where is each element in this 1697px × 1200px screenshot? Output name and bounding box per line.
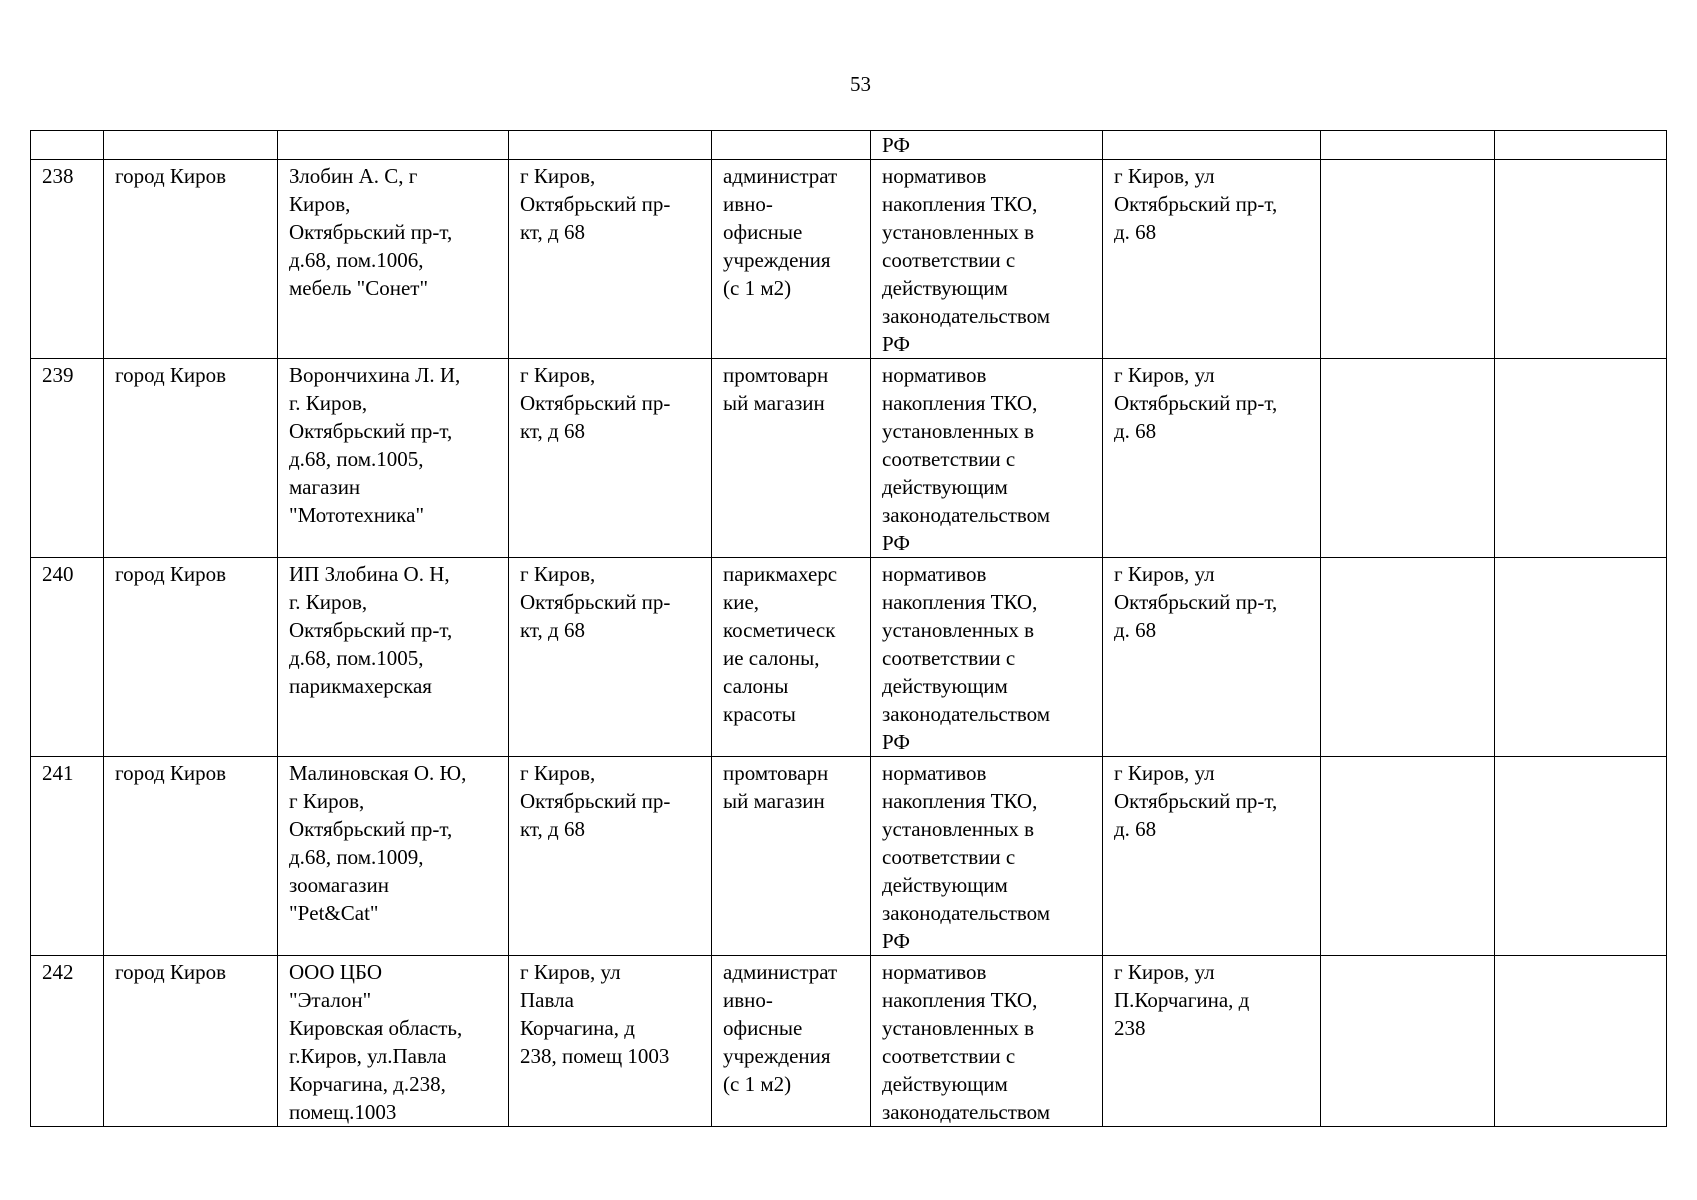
cell-waste-norms: РФ xyxy=(871,131,1103,160)
cell-number xyxy=(31,131,104,160)
cell-municipality: город Киров xyxy=(104,757,278,956)
table-row xyxy=(31,558,1667,757)
cell-collection-site: г Киров, ул Октябрьский пр-т, д. 68 xyxy=(1103,558,1321,757)
cell-municipality: город Киров xyxy=(104,160,278,359)
cell-collection-site: г Киров, ул П.Корчагина, д 238 xyxy=(1103,956,1321,1127)
cell-source-address xyxy=(509,131,712,160)
cell-empty-2 xyxy=(1495,131,1667,160)
table-row xyxy=(31,757,1667,956)
cell-collection-site xyxy=(1103,131,1321,160)
cell-source-address: г Киров, ул Павла Корчагина, д 238, помещ 1003 xyxy=(509,956,712,1127)
table-row xyxy=(31,160,1667,359)
cell-source-address: г Киров, Октябрьский пр- кт, д 68 xyxy=(509,757,712,956)
cell-source-owner: ИП Злобина О. Н, г. Киров, Октябрьский пр-т, д.68, пом.1005, парикмахерская xyxy=(278,558,509,757)
cell-empty-2 xyxy=(1495,359,1667,558)
cell-source-owner: Малиновская О. Ю, г Киров, Октябрьский пр-т, д.68, пом.1009, зоомагазин "Pet&Cat" xyxy=(278,757,509,956)
table-row xyxy=(31,359,1667,558)
cell-waste-norms: нормативов накопления ТКО, установленных в соответствии с действующим законодательством РФ xyxy=(871,359,1103,558)
cell-source-address: г Киров, Октябрьский пр- кт, д 68 xyxy=(509,160,712,359)
cell-empty-1 xyxy=(1321,558,1495,757)
cell-empty-1 xyxy=(1321,131,1495,160)
cell-empty-2 xyxy=(1495,956,1667,1127)
cell-object-category: администрат ивно- офисные учреждения (с 1 м2) xyxy=(712,956,871,1127)
cell-object-category xyxy=(712,131,871,160)
cell-waste-norms: нормативов накопления ТКО, установленных в соответствии с действующим законодательством РФ xyxy=(871,558,1103,757)
cell-object-category: промтоварн ый магазин xyxy=(712,757,871,956)
cell-empty-1 xyxy=(1321,956,1495,1127)
cell-source-owner xyxy=(278,131,509,160)
cell-empty-2 xyxy=(1495,160,1667,359)
page-number: 53 xyxy=(850,72,871,96)
cell-empty-1 xyxy=(1321,359,1495,558)
cell-source-owner: Злобин А. С, г Киров, Октябрьский пр-т, д.68, пом.1006, мебель "Сонет" xyxy=(278,160,509,359)
cell-empty-1 xyxy=(1321,160,1495,359)
cell-waste-norms: нормативов накопления ТКО, установленных в соответствии с действующим законодательством xyxy=(871,956,1103,1127)
cell-collection-site: г Киров, ул Октябрьский пр-т, д. 68 xyxy=(1103,757,1321,956)
cell-source-owner: Ворончихина Л. И, г. Киров, Октябрьский пр-т, д.68, пом.1005, магазин "Мототехника" xyxy=(278,359,509,558)
cell-municipality: город Киров xyxy=(104,558,278,757)
registry-table xyxy=(30,130,1667,1127)
cell-number: 238 xyxy=(31,160,104,359)
cell-number: 240 xyxy=(31,558,104,757)
registry-table-body xyxy=(31,131,1667,1127)
table-row-continuation xyxy=(31,131,1667,160)
cell-object-category: промтоварн ый магазин xyxy=(712,359,871,558)
cell-number: 242 xyxy=(31,956,104,1127)
cell-object-category: администрат ивно- офисные учреждения (с 1 м2) xyxy=(712,160,871,359)
cell-collection-site: г Киров, ул Октябрьский пр-т, д. 68 xyxy=(1103,160,1321,359)
cell-municipality xyxy=(104,131,278,160)
cell-waste-norms: нормативов накопления ТКО, установленных в соответствии с действующим законодательством РФ xyxy=(871,757,1103,956)
cell-number: 241 xyxy=(31,757,104,956)
cell-source-owner: ООО ЦБО "Эталон" Кировская область, г.Киров, ул.Павла Корчагина, д.238, помещ.1003 xyxy=(278,956,509,1127)
cell-empty-2 xyxy=(1495,558,1667,757)
cell-source-address: г Киров, Октябрьский пр- кт, д 68 xyxy=(509,558,712,757)
cell-collection-site: г Киров, ул Октябрьский пр-т, д. 68 xyxy=(1103,359,1321,558)
table-row xyxy=(31,956,1667,1127)
cell-object-category: парикмахерс кие, косметическ ие салоны, салоны красоты xyxy=(712,558,871,757)
cell-municipality: город Киров xyxy=(104,956,278,1127)
cell-empty-1 xyxy=(1321,757,1495,956)
cell-waste-norms: нормативов накопления ТКО, установленных в соответствии с действующим законодательством РФ xyxy=(871,160,1103,359)
cell-empty-2 xyxy=(1495,757,1667,956)
cell-municipality: город Киров xyxy=(104,359,278,558)
cell-number: 239 xyxy=(31,359,104,558)
cell-source-address: г Киров, Октябрьский пр- кт, д 68 xyxy=(509,359,712,558)
